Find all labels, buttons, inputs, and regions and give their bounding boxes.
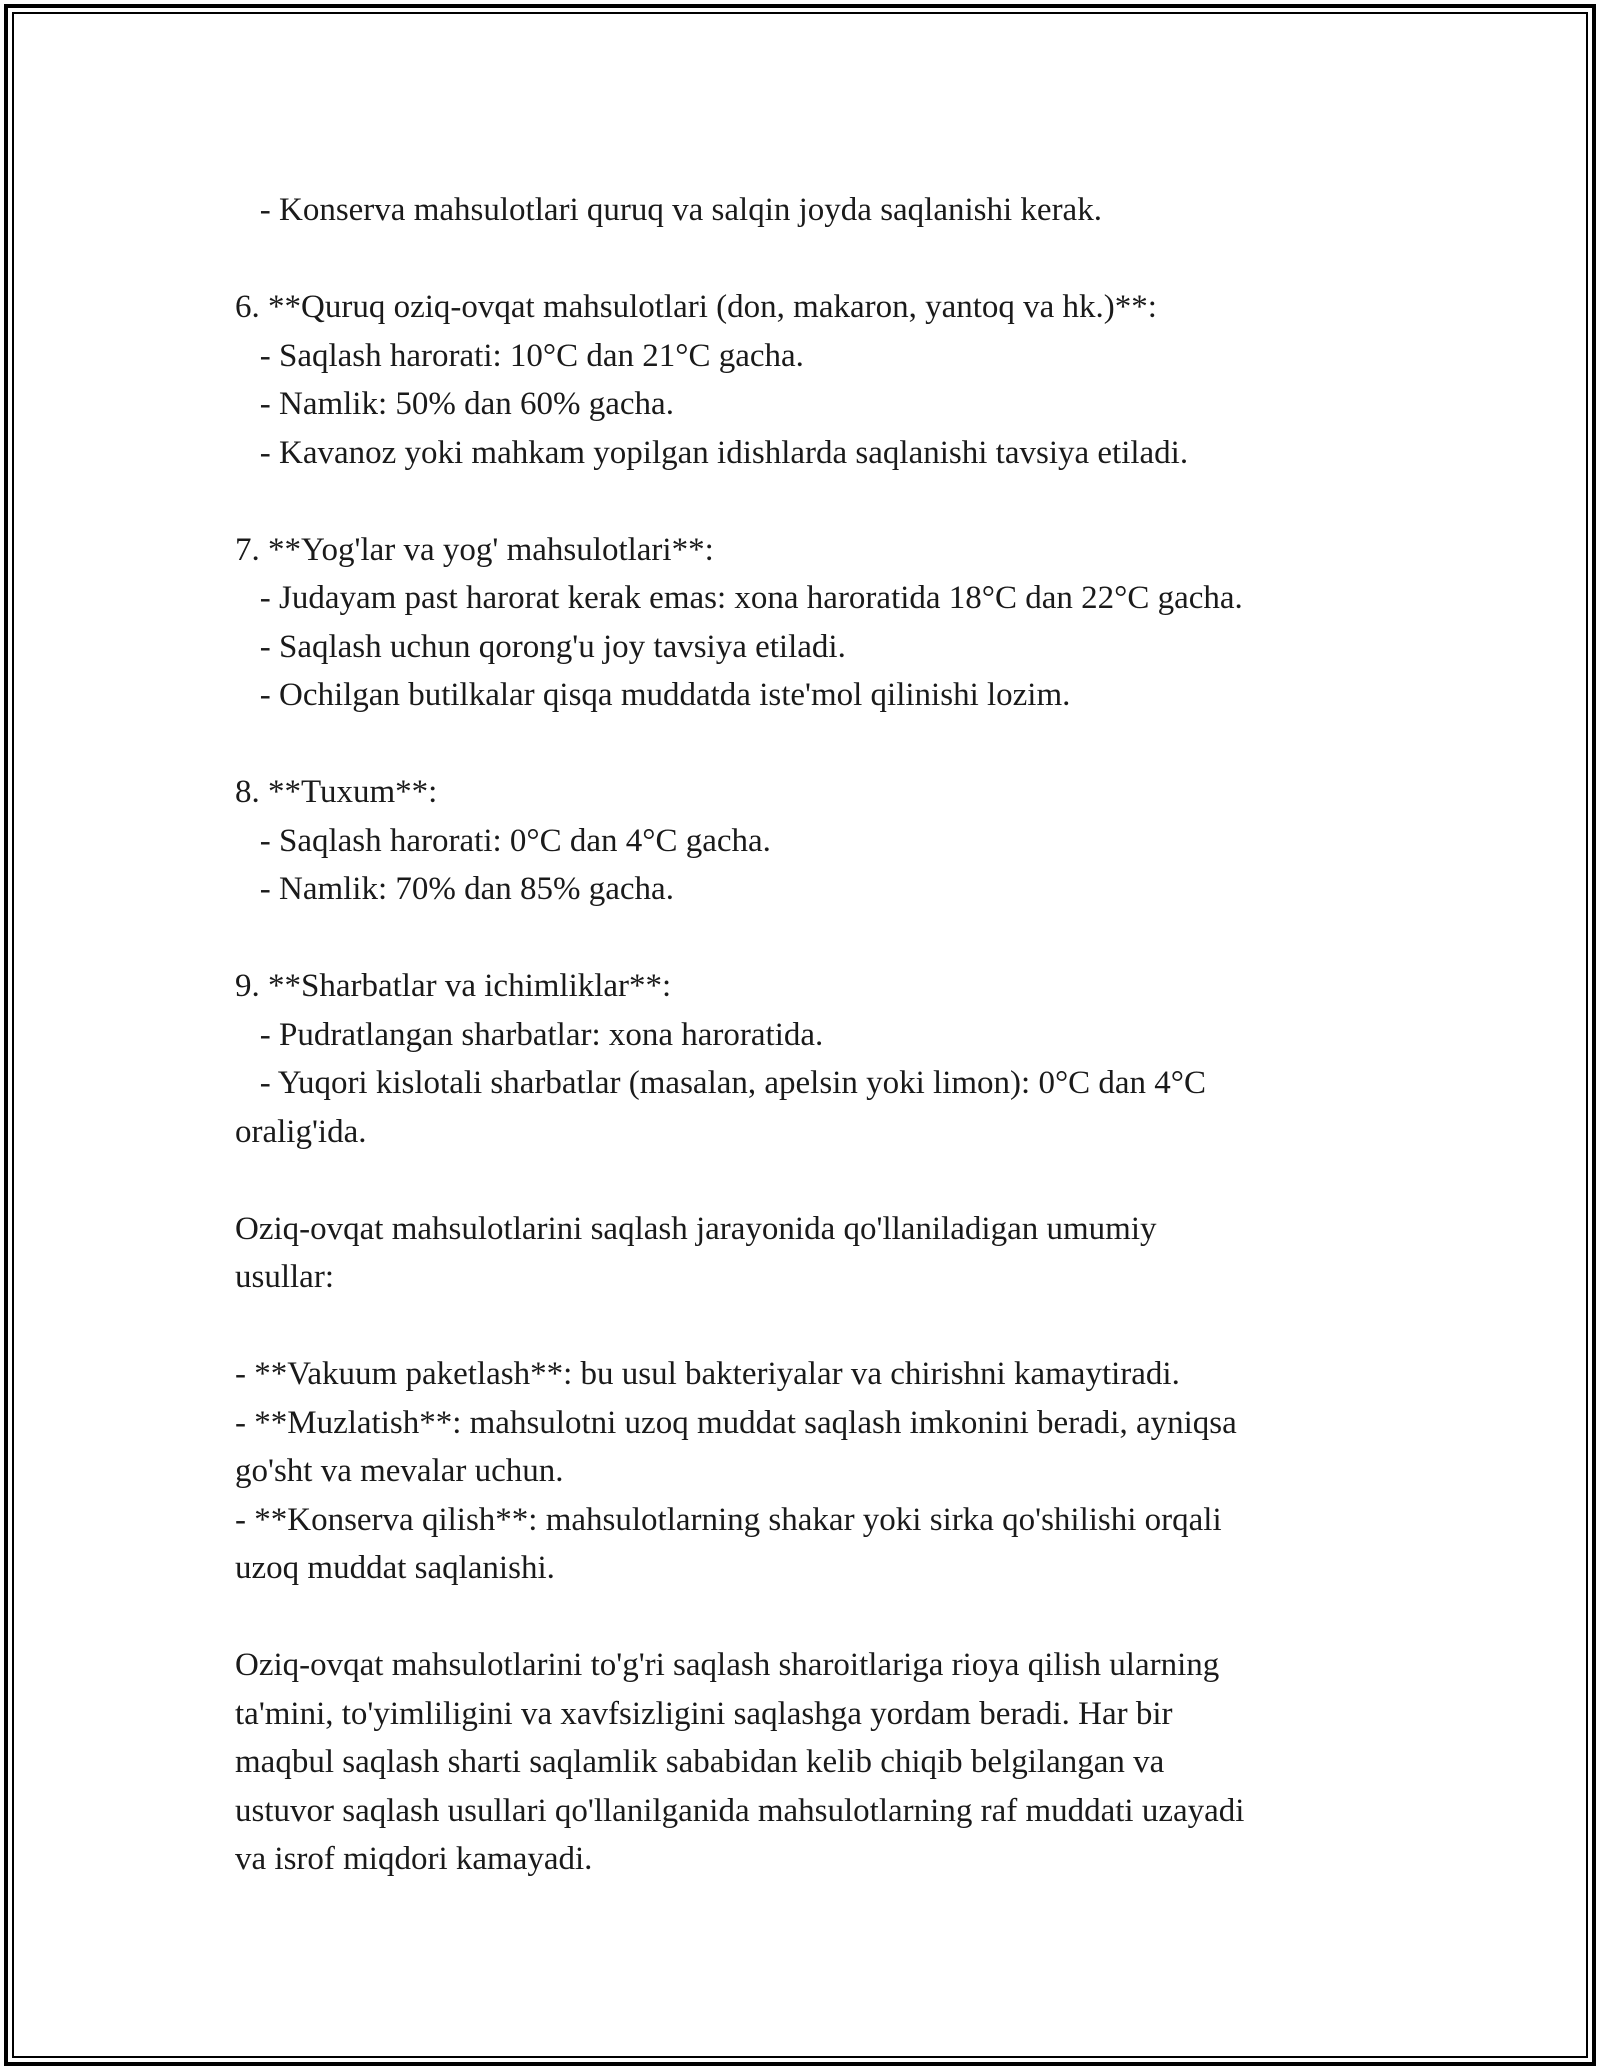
- bullet-line: - **Muzlatish**: mahsulotni uzoq muddat saqlash imkonini beradi, ayniqsa: [235, 1404, 1237, 1441]
- paragraph-line: ustuvor saqlash usullari qo'llanilganida mahsulotlarning raf muddati uzayadi: [235, 1792, 1245, 1829]
- text-line: - Konserva mahsulotlari quruq va salqin joyda saqlanishi kerak.: [235, 192, 1102, 228]
- section-heading: 7. **Yog'lar va yog' mahsulotlari**:: [235, 531, 714, 568]
- blank-line: [235, 914, 1375, 963]
- bullet-line: - **Vakuum paketlash**: bu usul bakteriyalar va chirishni kamaytiradi.: [235, 1356, 1180, 1392]
- blank-line: [235, 1156, 1375, 1205]
- bullet-line: - **Konserva qilish**: mahsulotlarning shakar yoki sirka qo'shilishi orqali: [235, 1501, 1222, 1538]
- paragraph-line: Oziq-ovqat mahsulotlarini saqlash jarayonida qo'llaniladigan umumiy: [235, 1210, 1157, 1247]
- bullet-line: uzoq muddat saqlanishi.: [235, 1550, 555, 1586]
- document-body: [235, 186, 1375, 1884]
- section-heading: 9. **Sharbatlar va ichimliklar**:: [235, 968, 672, 1004]
- blank-line: [235, 235, 1375, 284]
- paragraph-line: maqbul saqlash sharti saqlamlik sababidan kelib chiqib belgilangan va: [235, 1744, 1165, 1780]
- bullet-line: go'sht va mevalar uchun.: [235, 1453, 564, 1489]
- text-line: - Kavanoz yoki mahkam yopilgan idishlarda saqlanishi tavsiya etiladi.: [235, 434, 1189, 471]
- text-line: - Judayam past harorat kerak emas: xona haroratida 18°C dan 22°C gacha.: [235, 580, 1243, 616]
- blank-line: [235, 1302, 1375, 1351]
- text-line: - Ochilgan butilkalar qisqa muddatda iste'mol qilinishi lozim.: [235, 677, 1071, 713]
- text-line: - Yuqori kislotali sharbatlar (masalan, apelsin yoki limon): 0°C dan 4°C: [235, 1065, 1207, 1101]
- text-line: - Saqlash uchun qorong'u joy tavsiya etiladi.: [235, 628, 846, 665]
- section-heading: 6. **Quruq oziq-ovqat mahsulotlari (don, makaron, yantoq va hk.)**:: [235, 289, 1157, 325]
- text-line: - Namlik: 70% dan 85% gacha.: [235, 871, 674, 907]
- paragraph-line: Oziq-ovqat mahsulotlarini to'g'ri saqlash sharoitlariga rioya qilish ularning: [235, 1647, 1220, 1683]
- paragraph-line: usullar:: [235, 1259, 334, 1295]
- blank-line: [235, 720, 1375, 769]
- section-heading: 8. **Tuxum**:: [235, 774, 438, 810]
- text-line: oralig'ida.: [235, 1113, 367, 1150]
- blank-line: [235, 1593, 1375, 1642]
- text-line: - Namlik: 50% dan 60% gacha.: [235, 386, 674, 422]
- text-line: - Saqlash harorati: 10°C dan 21°C gacha.: [235, 337, 804, 374]
- paragraph-line: va isrof miqdori kamayadi.: [235, 1841, 593, 1877]
- blank-line: [235, 477, 1375, 526]
- text-line: - Saqlash harorati: 0°C dan 4°C gacha.: [235, 822, 771, 859]
- text-line: - Pudratlangan sharbatlar: xona haroratida.: [235, 1016, 824, 1053]
- paragraph-line: ta'mini, to'yimliligini va xavfsizligini saqlashga yordam beradi. Har bir: [235, 1695, 1173, 1732]
